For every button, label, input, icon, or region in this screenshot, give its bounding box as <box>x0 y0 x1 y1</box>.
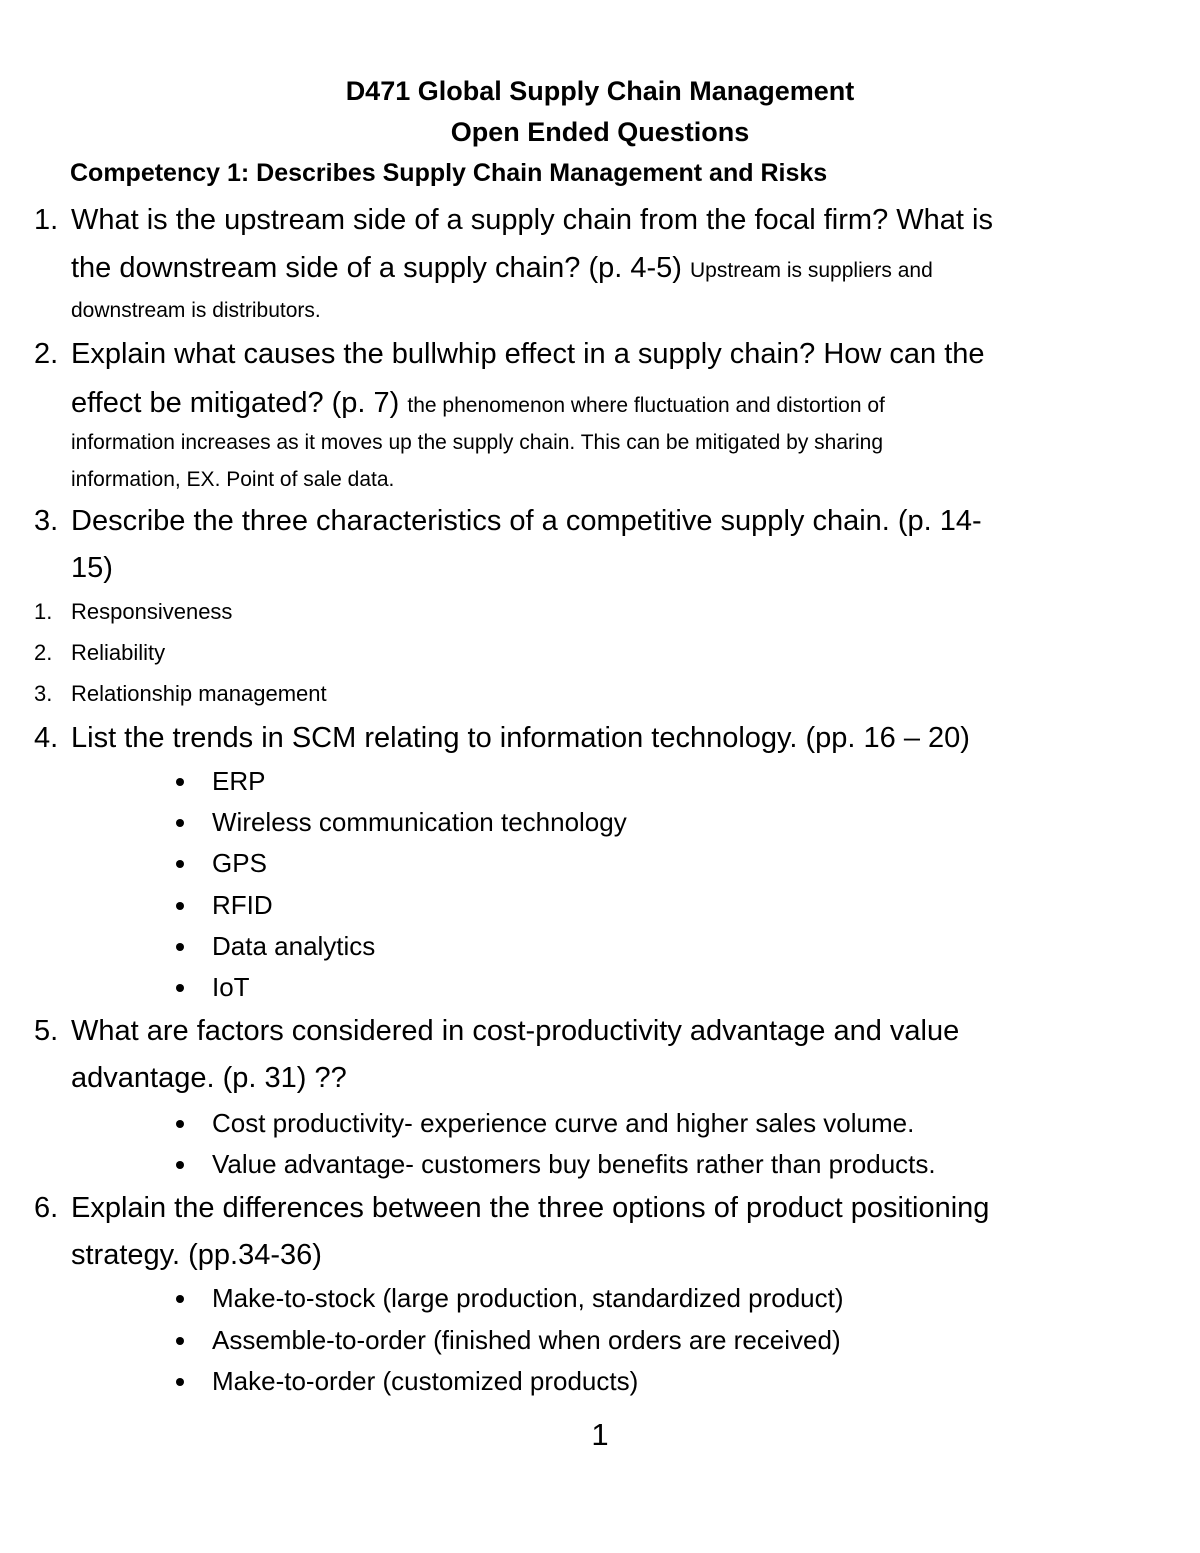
question-1 <box>0 206 1200 238</box>
question-text: Explain what causes the bullwhip effect in a supply chain? How can the <box>71 338 985 370</box>
bullet-item <box>0 1151 1200 1179</box>
list-item-text: Responsiveness <box>71 599 233 624</box>
question-5 <box>0 1017 1200 1049</box>
list-item-number: 2. <box>34 640 53 665</box>
list-item <box>0 601 1200 625</box>
page-number: 1 <box>591 1417 609 1452</box>
question-number: 5. <box>34 1015 59 1047</box>
bullet-text: GPS <box>212 848 267 878</box>
bullet-item <box>0 850 1200 878</box>
bullet-icon <box>176 1337 184 1345</box>
bullet-text: Cost productivity- experience curve and higher sales volume. <box>212 1108 915 1138</box>
list-item-number: 1. <box>34 599 53 624</box>
bullet-text: IoT <box>212 972 250 1002</box>
bullet-item <box>0 1368 1200 1396</box>
bullet-item <box>0 933 1200 961</box>
question-number: 1. <box>34 204 59 236</box>
list-item <box>0 642 1200 666</box>
bullet-icon <box>176 943 184 951</box>
question-text: Describe the three characteristics of a competitive supply chain. (p. 14- <box>71 505 982 537</box>
bullet-icon <box>176 778 184 786</box>
question-2 <box>0 340 1200 372</box>
answer-text: the phenomenon where fluctuation and distortion of <box>407 394 885 417</box>
question-text: List the trends in SCM relating to information technology. (pp. 16 – 20) <box>71 722 970 754</box>
answer-text: information increases as it moves up the supply chain. This can be mitigated by sharing <box>71 431 884 454</box>
bullet-icon <box>176 1120 184 1128</box>
bullet-icon <box>176 902 184 910</box>
question-number: 2. <box>34 338 59 370</box>
question-number: 4. <box>34 722 59 754</box>
bullet-text: Make-to-order (customized products) <box>212 1366 639 1396</box>
document-subtitle: Open Ended Questions <box>450 117 750 147</box>
bullet-icon <box>176 1295 184 1303</box>
answer-text: Upstream is suppliers and <box>690 259 933 282</box>
bullet-item <box>0 1327 1200 1355</box>
competency-heading: Competency 1: Describes Supply Chain Management and Risks <box>70 159 828 187</box>
question-text: advantage. (p. 31) ?? <box>71 1062 347 1094</box>
question-number: 3. <box>34 505 59 537</box>
question-1-continued <box>71 254 933 283</box>
bullet-text: Data analytics <box>212 931 376 961</box>
bullet-icon <box>176 860 184 868</box>
bullet-text: ERP <box>212 766 266 796</box>
question-text: effect be mitigated? (p. 7) <box>71 387 400 419</box>
bullet-icon <box>176 819 184 827</box>
bullet-icon <box>176 984 184 992</box>
question-text: What is the upstream side of a supply chain from the focal firm? What is <box>71 204 993 236</box>
bullet-item <box>0 892 1200 920</box>
bullet-text: Assemble-to-order (finished when orders are received) <box>212 1325 841 1355</box>
answer-text: information, EX. Point of sale data. <box>71 468 395 491</box>
bullet-text: Value advantage- customers buy benefits rather than products. <box>212 1149 936 1179</box>
question-6 <box>0 1194 1200 1226</box>
question-text: the downstream side of a supply chain? (p. 4-5) <box>71 252 682 284</box>
document-title: D471 Global Supply Chain Management <box>345 76 855 106</box>
bullet-icon <box>176 1161 184 1169</box>
answer-text: downstream is distributors. <box>71 299 321 322</box>
list-item-number: 3. <box>34 681 53 706</box>
list-item-text: Relationship management <box>71 681 327 706</box>
list-item <box>0 683 1200 707</box>
bullet-item <box>0 768 1200 796</box>
question-text: What are factors considered in cost-productivity advantage and value <box>71 1015 960 1047</box>
bullet-text: Make-to-stock (large production, standardized product) <box>212 1283 844 1313</box>
bullet-item <box>0 974 1200 1002</box>
bullet-item <box>0 809 1200 837</box>
question-2-continued <box>71 389 885 418</box>
question-text: strategy. (pp.34-36) <box>71 1239 322 1271</box>
question-text: Explain the differences between the three options of product positioning <box>71 1192 990 1224</box>
bullet-item <box>0 1110 1200 1138</box>
bullet-item <box>0 1285 1200 1313</box>
bullet-text: RFID <box>212 890 273 920</box>
list-item-text: Reliability <box>71 640 166 665</box>
question-text: 15) <box>71 552 113 584</box>
question-4 <box>0 724 1200 756</box>
question-number: 6. <box>34 1192 59 1224</box>
question-3 <box>0 507 1200 539</box>
bullet-text: Wireless communication technology <box>212 807 627 837</box>
bullet-icon <box>176 1378 184 1386</box>
